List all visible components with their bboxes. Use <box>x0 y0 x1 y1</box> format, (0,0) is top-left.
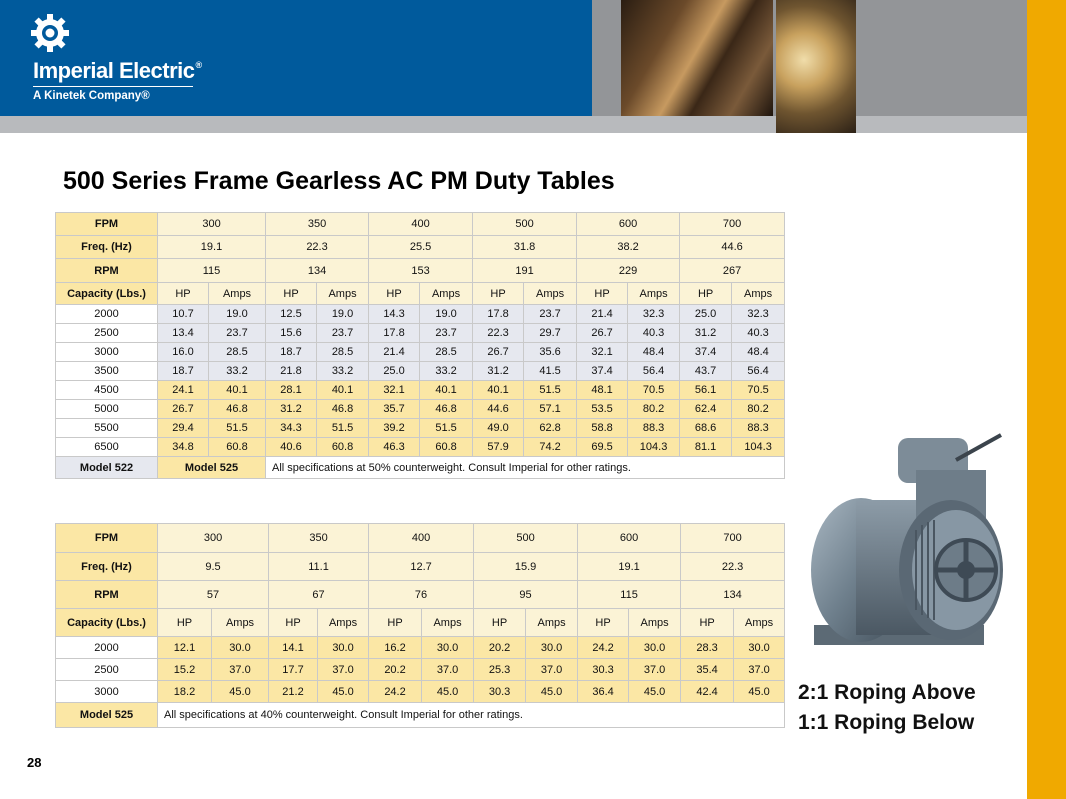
amps-cell: 33.2 <box>209 362 266 381</box>
hp-cell: 49.0 <box>473 419 524 438</box>
amps-cell: 23.7 <box>420 324 473 343</box>
table-note: All specifications at 50% counterweight. Consult Imperial for other ratings. <box>266 457 785 479</box>
amps-cell: 32.3 <box>628 305 680 324</box>
amps-cell: 28.5 <box>209 343 266 362</box>
freq-value: 15.9 <box>474 553 578 581</box>
hp-cell: 32.1 <box>369 381 420 400</box>
amps-header: Amps <box>212 609 269 637</box>
hp-cell: 31.2 <box>680 324 732 343</box>
amps-cell: 46.8 <box>420 400 473 419</box>
amps-cell: 62.8 <box>524 419 577 438</box>
hp-cell: 13.4 <box>158 324 209 343</box>
duty-table-1to1 <box>55 523 785 728</box>
amps-header: Amps <box>628 283 680 305</box>
hp-cell: 10.7 <box>158 305 209 324</box>
freq-value: 25.5 <box>369 236 473 259</box>
hp-cell: 34.3 <box>266 419 317 438</box>
fpm-value: 300 <box>158 213 266 236</box>
logo-panel <box>0 0 592 116</box>
hp-cell: 18.7 <box>266 343 317 362</box>
hp-cell: 30.3 <box>474 681 526 703</box>
hp-cell: 15.2 <box>158 659 212 681</box>
amps-cell: 51.5 <box>209 419 266 438</box>
amps-header: Amps <box>209 283 266 305</box>
amps-cell: 51.5 <box>317 419 369 438</box>
amps-cell: 56.4 <box>628 362 680 381</box>
hp-cell: 53.5 <box>577 400 628 419</box>
amps-cell: 104.3 <box>732 438 785 457</box>
rpm-label: RPM <box>56 581 158 609</box>
fpm-value: 350 <box>269 524 369 553</box>
hp-cell: 39.2 <box>369 419 420 438</box>
rpm-value: 67 <box>269 581 369 609</box>
amps-cell: 51.5 <box>420 419 473 438</box>
freq-value: 31.8 <box>473 236 577 259</box>
fpm-value: 400 <box>369 213 473 236</box>
capacity-cell: 3500 <box>56 362 158 381</box>
hp-cell: 40.6 <box>266 438 317 457</box>
amps-cell: 80.2 <box>628 400 680 419</box>
amps-cell: 23.7 <box>209 324 266 343</box>
amps-cell: 104.3 <box>628 438 680 457</box>
roping-below-label: 1:1 Roping Below <box>798 711 975 734</box>
brand-underline <box>33 86 193 87</box>
freq-value: 44.6 <box>680 236 785 259</box>
rpm-value: 229 <box>577 259 680 283</box>
table-row <box>56 419 785 438</box>
header-shadow <box>0 116 1027 133</box>
fpm-label: FPM <box>56 524 158 553</box>
table-row <box>56 343 785 362</box>
hp-cell: 20.2 <box>474 637 526 659</box>
amps-cell: 35.6 <box>524 343 577 362</box>
capacity-cell: 3000 <box>56 343 158 362</box>
amps-cell: 30.0 <box>629 637 681 659</box>
amps-cell: 60.8 <box>317 438 369 457</box>
hp-cell: 12.1 <box>158 637 212 659</box>
amps-cell: 60.8 <box>420 438 473 457</box>
rpm-row <box>56 581 785 609</box>
freq-row <box>56 236 785 259</box>
hp-cell: 28.1 <box>266 381 317 400</box>
fpm-value: 500 <box>473 213 577 236</box>
amps-cell: 19.0 <box>209 305 266 324</box>
amps-cell: 46.8 <box>209 400 266 419</box>
hp-cell: 25.3 <box>474 659 526 681</box>
capacity-cell: 4500 <box>56 381 158 400</box>
gear-logo-icon <box>29 12 71 54</box>
rpm-value: 267 <box>680 259 785 283</box>
hp-cell: 29.4 <box>158 419 209 438</box>
freq-value: 19.1 <box>158 236 266 259</box>
hp-header: HP <box>158 283 209 305</box>
rpm-value: 134 <box>681 581 785 609</box>
amps-cell: 33.2 <box>420 362 473 381</box>
hp-cell: 40.1 <box>473 381 524 400</box>
amps-cell: 23.7 <box>317 324 369 343</box>
freq-value: 9.5 <box>158 553 269 581</box>
gearless-machine-image <box>806 430 1006 668</box>
amps-cell: 56.4 <box>732 362 785 381</box>
rpm-value: 115 <box>158 259 266 283</box>
hp-cell: 17.8 <box>473 305 524 324</box>
amps-header: Amps <box>732 283 785 305</box>
table-note: All specifications at 40% counterweight. Consult Imperial for other ratings. <box>158 703 785 728</box>
brand-name: Imperial Electric® <box>33 58 202 83</box>
hp-cell: 12.5 <box>266 305 317 324</box>
rpm-row <box>56 259 785 283</box>
table-row <box>56 305 785 324</box>
fpm-value: 400 <box>369 524 474 553</box>
right-accent-bar <box>1027 0 1066 799</box>
freq-row <box>56 553 785 581</box>
header-photo-gears <box>776 0 856 133</box>
table-row <box>56 438 785 457</box>
fpm-row <box>56 213 785 236</box>
amps-cell: 41.5 <box>524 362 577 381</box>
freq-value: 22.3 <box>266 236 369 259</box>
freq-label: Freq. (Hz) <box>56 553 158 581</box>
hp-cell: 16.2 <box>369 637 422 659</box>
amps-cell: 57.1 <box>524 400 577 419</box>
amps-cell: 45.0 <box>629 681 681 703</box>
capacity-cell: 5500 <box>56 419 158 438</box>
amps-cell: 48.4 <box>732 343 785 362</box>
rpm-value: 191 <box>473 259 577 283</box>
capacity-cell: 5000 <box>56 400 158 419</box>
hp-cell: 57.9 <box>473 438 524 457</box>
fpm-row <box>56 524 785 553</box>
amps-cell: 70.5 <box>628 381 680 400</box>
amps-cell: 45.0 <box>422 681 474 703</box>
page-title: 500 Series Frame Gearless AC PM Duty Tables <box>63 167 615 195</box>
amps-cell: 80.2 <box>732 400 785 419</box>
amps-cell: 51.5 <box>524 381 577 400</box>
amps-header: Amps <box>734 609 785 637</box>
hp-cell: 26.7 <box>158 400 209 419</box>
hp-cell: 14.3 <box>369 305 420 324</box>
hp-cell: 14.1 <box>269 637 318 659</box>
hp-cell: 69.5 <box>577 438 628 457</box>
rpm-value: 57 <box>158 581 269 609</box>
hp-header: HP <box>474 609 526 637</box>
fpm-value: 500 <box>474 524 578 553</box>
amps-header: Amps <box>629 609 681 637</box>
amps-cell: 40.3 <box>732 324 785 343</box>
hp-header: HP <box>577 283 628 305</box>
hp-cell: 58.8 <box>577 419 628 438</box>
fpm-value: 700 <box>681 524 785 553</box>
freq-value: 22.3 <box>681 553 785 581</box>
page-number: 28 <box>27 755 42 770</box>
capacity-cell: 2500 <box>56 659 158 681</box>
hp-cell: 31.2 <box>266 400 317 419</box>
hp-cell: 25.0 <box>369 362 420 381</box>
amps-cell: 28.5 <box>317 343 369 362</box>
amps-header: Amps <box>524 283 577 305</box>
hp-cell: 35.4 <box>681 659 734 681</box>
amps-header: Amps <box>420 283 473 305</box>
hp-cell: 26.7 <box>577 324 628 343</box>
hp-cell: 46.3 <box>369 438 420 457</box>
hp-header: HP <box>473 283 524 305</box>
fpm-value: 300 <box>158 524 269 553</box>
hp-cell: 20.2 <box>369 659 422 681</box>
capacity-cell: 2000 <box>56 637 158 659</box>
hp-cell: 18.2 <box>158 681 212 703</box>
hp-cell: 81.1 <box>680 438 732 457</box>
amps-cell: 37.0 <box>734 659 785 681</box>
table-row <box>56 637 785 659</box>
amps-cell: 30.0 <box>212 637 269 659</box>
rpm-label: RPM <box>56 259 158 283</box>
amps-cell: 37.0 <box>318 659 369 681</box>
hp-header: HP <box>269 609 318 637</box>
hp-cell: 25.0 <box>680 305 732 324</box>
brand-subtitle: A Kinetek Company® <box>33 90 150 102</box>
amps-cell: 45.0 <box>212 681 269 703</box>
hp-header: HP <box>578 609 629 637</box>
table-row <box>56 381 785 400</box>
hp-header: HP <box>369 609 422 637</box>
header-photo-people <box>621 0 773 116</box>
amps-cell: 74.2 <box>524 438 577 457</box>
amps-cell: 40.3 <box>628 324 680 343</box>
fpm-value: 350 <box>266 213 369 236</box>
hp-amps-header-row <box>56 609 785 637</box>
amps-header: Amps <box>526 609 578 637</box>
hp-cell: 17.7 <box>269 659 318 681</box>
hp-cell: 35.7 <box>369 400 420 419</box>
amps-cell: 45.0 <box>526 681 578 703</box>
table-row <box>56 362 785 381</box>
roping-above-label: 2:1 Roping Above <box>798 681 976 704</box>
amps-cell: 37.0 <box>212 659 269 681</box>
hp-cell: 42.4 <box>681 681 734 703</box>
table-row <box>56 659 785 681</box>
hp-cell: 22.3 <box>473 324 524 343</box>
duty-table-2to1 <box>55 212 785 479</box>
hp-header: HP <box>266 283 317 305</box>
amps-cell: 28.5 <box>420 343 473 362</box>
model-525-label: Model 525 <box>56 703 158 728</box>
capacity-cell: 3000 <box>56 681 158 703</box>
amps-header: Amps <box>317 283 369 305</box>
fpm-value: 600 <box>577 213 680 236</box>
hp-header: HP <box>680 283 732 305</box>
hp-cell: 24.1 <box>158 381 209 400</box>
amps-cell: 33.2 <box>317 362 369 381</box>
amps-cell: 30.0 <box>526 637 578 659</box>
rpm-value: 76 <box>369 581 474 609</box>
freq-value: 12.7 <box>369 553 474 581</box>
freq-value: 11.1 <box>269 553 369 581</box>
amps-cell: 40.1 <box>317 381 369 400</box>
amps-cell: 88.3 <box>732 419 785 438</box>
amps-header: Amps <box>318 609 369 637</box>
model-522-label: Model 522 <box>56 457 158 479</box>
hp-cell: 15.6 <box>266 324 317 343</box>
hp-cell: 37.4 <box>680 343 732 362</box>
hp-cell: 21.4 <box>369 343 420 362</box>
hp-cell: 21.4 <box>577 305 628 324</box>
capacity-cell: 2000 <box>56 305 158 324</box>
amps-cell: 23.7 <box>524 305 577 324</box>
amps-cell: 32.3 <box>732 305 785 324</box>
amps-cell: 37.0 <box>526 659 578 681</box>
hp-cell: 24.2 <box>578 637 629 659</box>
amps-cell: 19.0 <box>317 305 369 324</box>
capacity-label: Capacity (Lbs.) <box>56 283 158 305</box>
hp-amps-header-row <box>56 283 785 305</box>
hp-cell: 18.7 <box>158 362 209 381</box>
amps-cell: 40.1 <box>209 381 266 400</box>
amps-header: Amps <box>422 609 474 637</box>
amps-cell: 29.7 <box>524 324 577 343</box>
table-row <box>56 324 785 343</box>
amps-cell: 30.0 <box>318 637 369 659</box>
amps-cell: 45.0 <box>734 681 785 703</box>
hp-cell: 17.8 <box>369 324 420 343</box>
hp-cell: 68.6 <box>680 419 732 438</box>
amps-cell: 40.1 <box>420 381 473 400</box>
amps-cell: 37.0 <box>629 659 681 681</box>
capacity-cell: 2500 <box>56 324 158 343</box>
model-525-label: Model 525 <box>158 457 266 479</box>
model-row <box>56 703 785 728</box>
hp-cell: 48.1 <box>577 381 628 400</box>
hp-cell: 21.2 <box>269 681 318 703</box>
rpm-value: 153 <box>369 259 473 283</box>
hp-cell: 30.3 <box>578 659 629 681</box>
hp-cell: 28.3 <box>681 637 734 659</box>
fpm-value: 600 <box>578 524 681 553</box>
amps-cell: 48.4 <box>628 343 680 362</box>
hp-cell: 34.8 <box>158 438 209 457</box>
amps-cell: 60.8 <box>209 438 266 457</box>
rpm-value: 115 <box>578 581 681 609</box>
amps-cell: 88.3 <box>628 419 680 438</box>
fpm-value: 700 <box>680 213 785 236</box>
freq-value: 19.1 <box>578 553 681 581</box>
freq-value: 38.2 <box>577 236 680 259</box>
amps-cell: 30.0 <box>422 637 474 659</box>
capacity-cell: 6500 <box>56 438 158 457</box>
hp-cell: 43.7 <box>680 362 732 381</box>
hp-cell: 32.1 <box>577 343 628 362</box>
model-row <box>56 457 785 479</box>
hp-header: HP <box>158 609 212 637</box>
hp-cell: 16.0 <box>158 343 209 362</box>
amps-cell: 45.0 <box>318 681 369 703</box>
hp-cell: 31.2 <box>473 362 524 381</box>
freq-label: Freq. (Hz) <box>56 236 158 259</box>
amps-cell: 70.5 <box>732 381 785 400</box>
hp-cell: 26.7 <box>473 343 524 362</box>
hp-header: HP <box>681 609 734 637</box>
hp-cell: 24.2 <box>369 681 422 703</box>
hp-cell: 21.8 <box>266 362 317 381</box>
hp-header: HP <box>369 283 420 305</box>
table-row <box>56 681 785 703</box>
roping-caption <box>798 678 976 738</box>
hp-cell: 36.4 <box>578 681 629 703</box>
hp-cell: 62.4 <box>680 400 732 419</box>
amps-cell: 46.8 <box>317 400 369 419</box>
hp-cell: 44.6 <box>473 400 524 419</box>
table-row <box>56 400 785 419</box>
capacity-label: Capacity (Lbs.) <box>56 609 158 637</box>
amps-cell: 30.0 <box>734 637 785 659</box>
hp-cell: 56.1 <box>680 381 732 400</box>
rpm-value: 95 <box>474 581 578 609</box>
hp-cell: 37.4 <box>577 362 628 381</box>
amps-cell: 19.0 <box>420 305 473 324</box>
rpm-value: 134 <box>266 259 369 283</box>
amps-cell: 37.0 <box>422 659 474 681</box>
fpm-label: FPM <box>56 213 158 236</box>
